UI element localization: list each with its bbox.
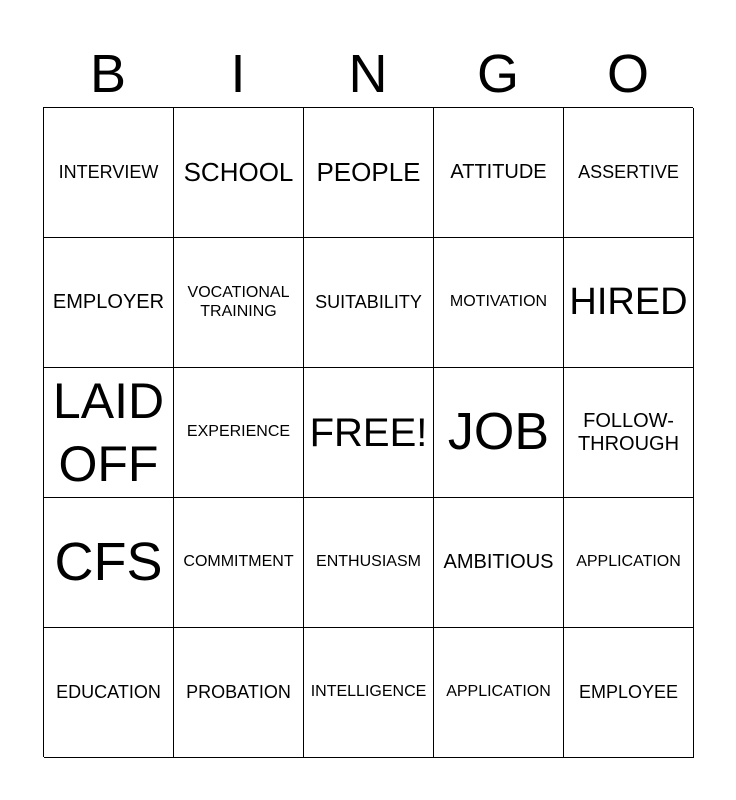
bingo-cell[interactable]: PROBATION <box>174 628 304 758</box>
bingo-cell[interactable]: EMPLOYER <box>44 238 174 368</box>
bingo-cell[interactable]: CFS <box>44 498 174 628</box>
header-letter-g: G <box>476 44 519 104</box>
bingo-board <box>43 107 693 757</box>
bingo-cell[interactable]: INTERVIEW <box>44 108 174 238</box>
header-letter-o: O <box>606 44 649 104</box>
bingo-cell[interactable]: FOLLOW-THROUGH <box>564 368 694 498</box>
bingo-cell[interactable]: SCHOOL <box>174 108 304 238</box>
bingo-cell[interactable]: HIRED <box>564 238 694 368</box>
bingo-cell[interactable]: LAID OFF <box>44 368 174 498</box>
bingo-cell[interactable]: MOTIVATION <box>434 238 564 368</box>
bingo-cell[interactable]: SUITABILITY <box>304 238 434 368</box>
header-letter-i: I <box>230 44 246 104</box>
bingo-cell[interactable]: ATTITUDE <box>434 108 564 238</box>
bingo-cell[interactable]: ENTHUSIASM <box>304 498 434 628</box>
bingo-cell[interactable]: PEOPLE <box>304 108 434 238</box>
bingo-cell[interactable]: EDUCATION <box>44 628 174 758</box>
bingo-header <box>43 40 693 108</box>
bingo-cell[interactable]: ASSERTIVE <box>564 108 694 238</box>
bingo-cell[interactable]: VOCATIONAL TRAINING <box>174 238 304 368</box>
bingo-cell[interactable]: COMMITMENT <box>174 498 304 628</box>
bingo-cell[interactable]: APPLICATION <box>564 498 694 628</box>
bingo-cell[interactable]: JOB <box>434 368 564 498</box>
bingo-cell[interactable]: EXPERIENCE <box>174 368 304 498</box>
header-letter-b: B <box>89 44 127 104</box>
free-space-cell[interactable]: FREE! <box>304 368 434 498</box>
bingo-cell[interactable]: AMBITIOUS <box>434 498 564 628</box>
bingo-cell[interactable]: APPLICATION <box>434 628 564 758</box>
header-letter-n: N <box>348 44 388 104</box>
bingo-cell[interactable]: INTELLIGENCE <box>304 628 434 758</box>
bingo-cell[interactable]: EMPLOYEE <box>564 628 694 758</box>
